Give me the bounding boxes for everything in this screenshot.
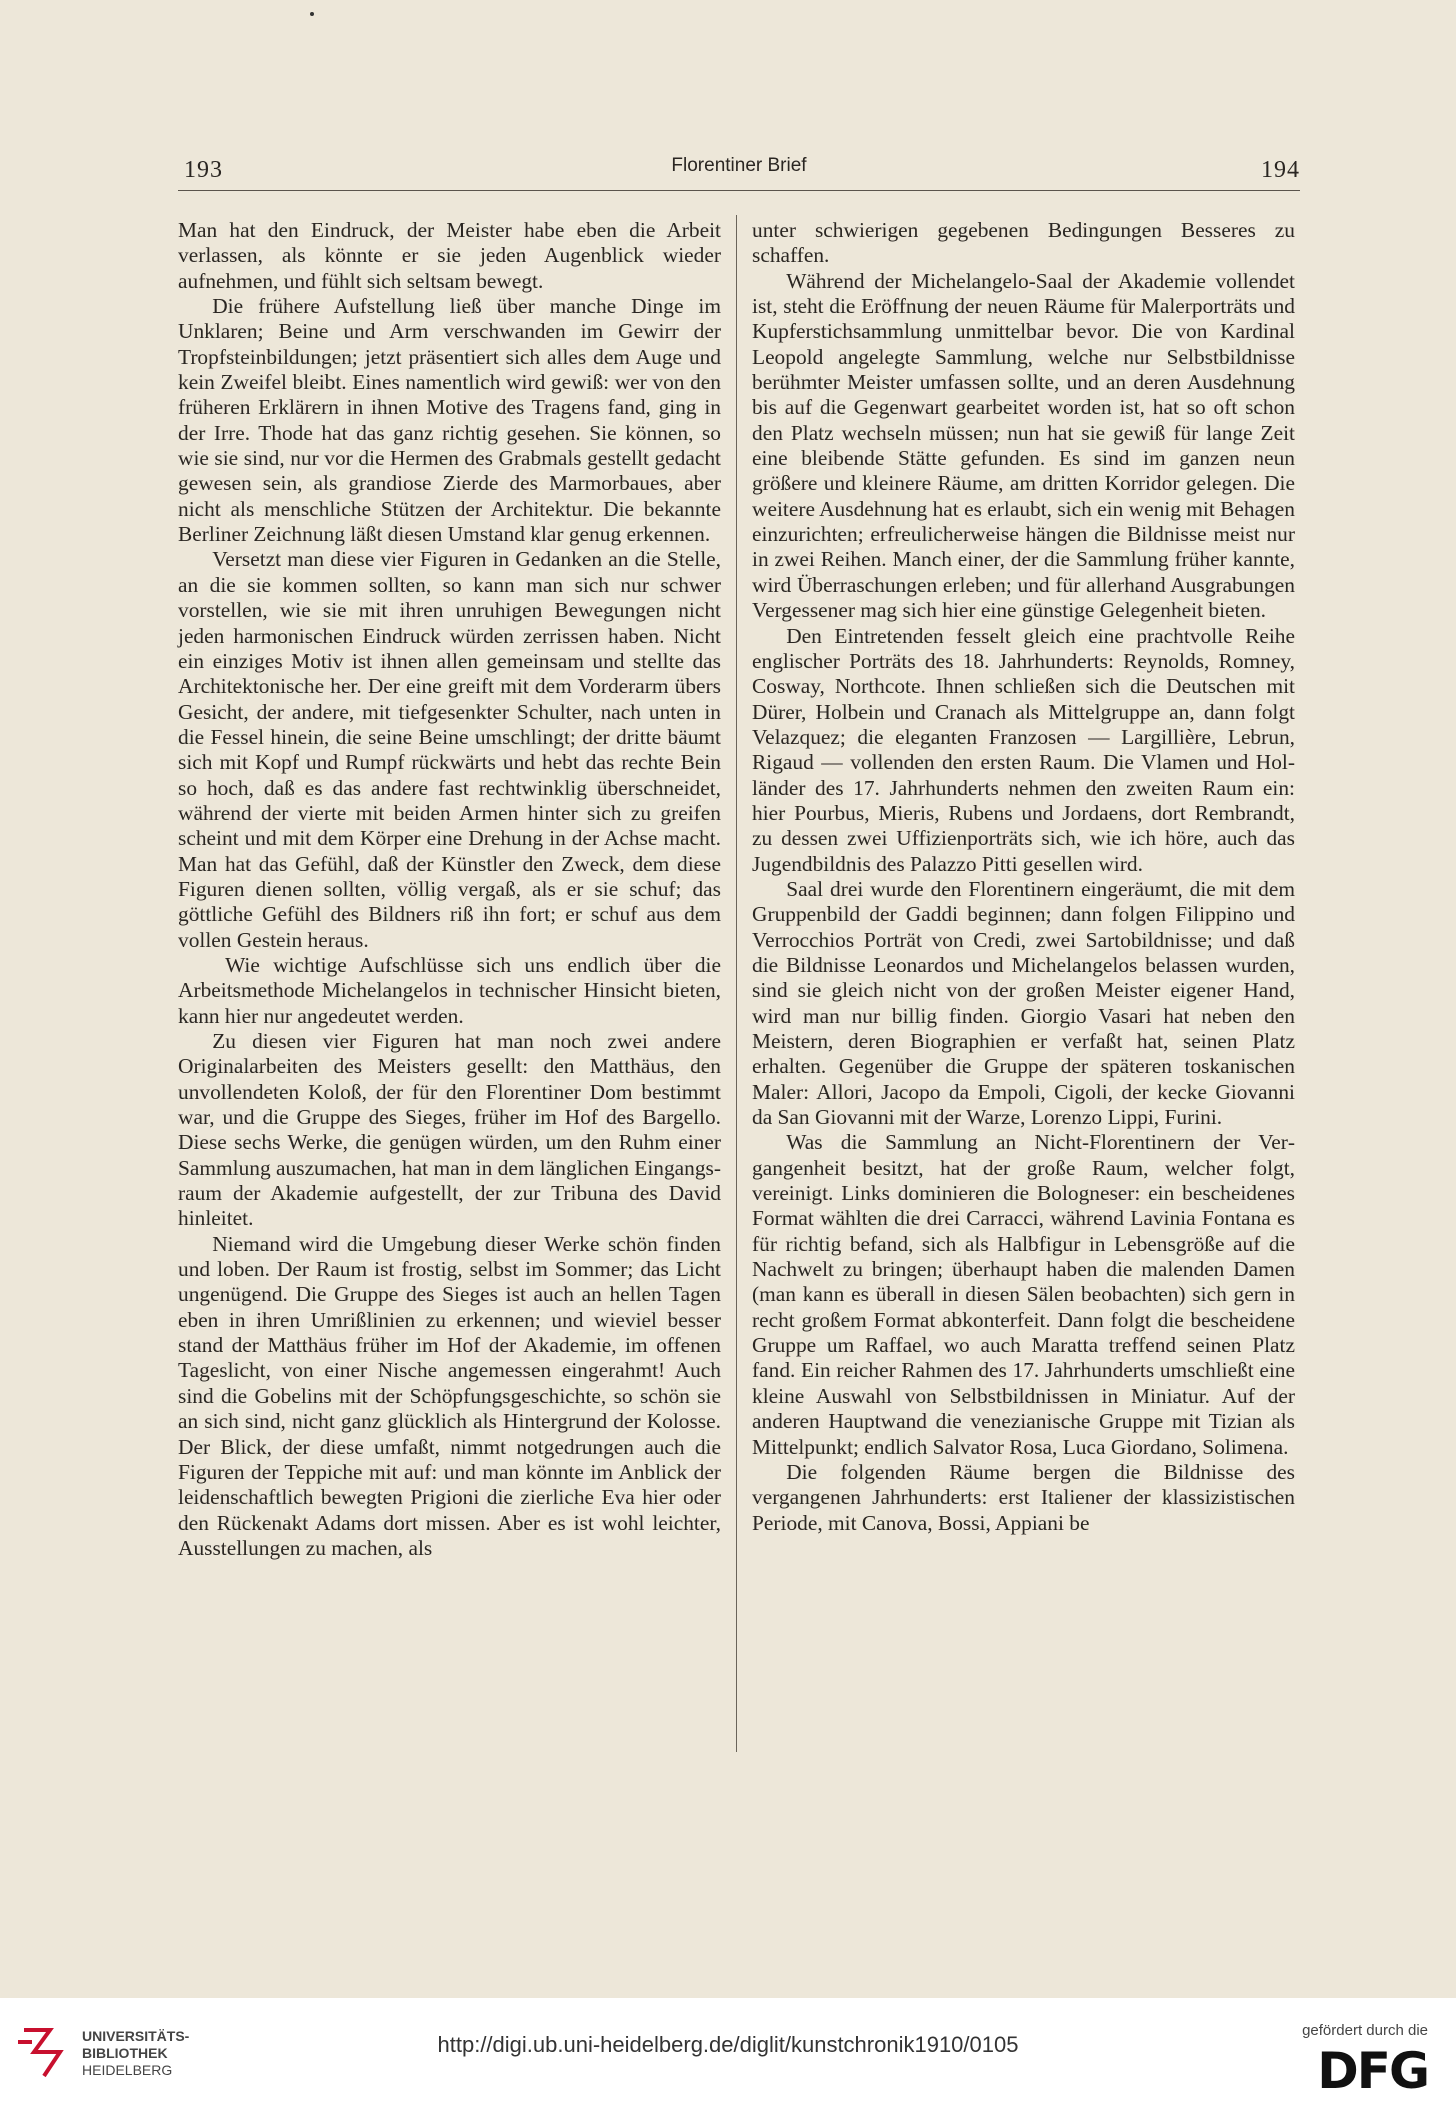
ink-speck bbox=[310, 12, 314, 16]
right-column bbox=[752, 218, 1295, 1536]
library-name-line: BIBLIOTHEK bbox=[82, 2045, 168, 2061]
library-name-line: HEIDELBERG bbox=[82, 2062, 173, 2078]
left-column bbox=[178, 218, 721, 1561]
paragraph: Die folgenden Räume bergen die Bildnisse des vergangenen Jahrhunderts: erst Italiener der klassizistischen Periode, mit Canova, Bossi, Appiani be bbox=[752, 1459, 1295, 1535]
paragraph: Was die Sammlung an Nicht-Florentinern der Vergangenheit besitzt, hat der große Raum, welcher folgt, vereinigt. Links dominieren die Bologneser: ein bescheidenes Format wählten die drei Carracci, während Lavinia Fontana es für richtig befand, sich als Halbfigur in Lebensgröße auf die Nachwelt zu bringen; überhaupt haben die malenden Damen (man kann es überall in diesen Sälen beobachten) sich gern in recht großem Format abkonterfeit. Dann folgt die bescheidene Gruppe um Raffael, wo auch Maratta treffend seinen Platz fand. Ein reicher Rahmen des 17. Jahrhunderts umschließt eine kleine Auswahl von Selbstbildnissen in Miniatur. Auf der anderen Hauptwand die venezianische Gruppe mit Tizian als Mittelpunkt; endlich Salvator Rosa, Luca Giordano, Solimena. bbox=[752, 1130, 1295, 1459]
paragraph: Saal drei wurde den Florentinern eingeräumt, die mit dem Gruppenbild der Gaddi beginnen; dann folgen Filippino und Verrocchios Porträt von Credi, zwei Sartobildnisse; und daß die Bildnisse Leonardos und Michelangelos belassen wurden, sind sie gleich nicht von der großen Meister eigener Hand, wird man nur billig finden. Giorgio Vasari hat neben den Meistern, deren Biographien er verfaßt hat, seinen Platz erhalten. Gegenüber die Gruppe der späteren toskanischen Maler: Allori, Jacopo da Empoli, Cigoli, der kecke Giovanni da San Giovanni mit der Warze, Lorenzo Lippi, Furini. bbox=[752, 876, 1295, 1130]
permalink-url[interactable]: http://digi.ub.uni-heidelberg.de/diglit/kunstchronik1910/0105 bbox=[437, 2032, 1019, 2057]
paragraph: Versetzt man diese vier Figuren in Gedanken an die Stelle, an die sie kommen sollten, so kann man sich nur schwer vorstellen, wie sie mit ihren unruhigen Bewegungen nicht jeden harmonischen Eindruck würden zerrissen haben. Nicht ein einziges Motiv ist ihnen allen gemeinsam und stellte das Architektonische her. Der eine greift mit dem Vorderarm übers Gesicht, der andere, mit tiefgesenkter Schulter, nach unten in die Fessel hinein, die seine Beine umschlingt; der dritte bäumt sich mit Kopf und Rumpf rückwärts und hebt das rechte Bein so hoch, daß es das andere fast rechtwinklig überschneidet, während der vierte mit beiden Armen hinter sich zu greifen scheint und mit dem Körper eine Drehung in der Achse macht. Man hat das Gefühl, daß der Künstler den Zweck, dem diese Figuren dienen sollten, völlig vergaß, als er sie schuf; das göttliche Gefühl des Bildners riß ihn fort; er schuf aus dem vollen Gestein heraus. bbox=[178, 547, 721, 952]
paragraph: Den Eintretenden fesselt gleich eine prachtvolle Reihe englischer Porträts des 18. Jahrhunderts: Reynolds, Romney, Cosway, Northcote. Ihnen schließen sich die Deutschen mit Dürer, Holbein und Cranach als Mittelgruppe an, dann folgt Velazquez; die eleganten Franzosen — Largillière, Lebrun, Rigaud — vollenden den ersten Raum. Die Vlamen und Holländer des 17. Jahrhunderts nehmen den zweiten Raum ein: hier Pourbus, Mieris, Rubens und Jordaens, dort Rembrandt, zu dessen zwei Uffizienporträts sich, wie ich höre, auch das Jugendbildnis des Palazzo Pitti gesellen wird. bbox=[752, 623, 1295, 876]
running-header bbox=[178, 155, 1300, 185]
paragraph: Man hat den Eindruck, der Meister habe eben die Arbeit verlassen, als könnte er sie jeden Augenblick wieder aufnehmen, und fühlt sich seltsam bewegt. bbox=[178, 218, 721, 293]
footer-bar bbox=[0, 1998, 1456, 2111]
library-name-line: UNIVERSITÄTS- bbox=[82, 2028, 190, 2044]
paragraph: Während der Michelangelo-Saal der Akademie vollendet ist, steht die Eröffnung der neuen Räume für Malerporträts und Kupferstichsammlung unmittelbar bevor. Die von Kardinal Leopold angelegte Sammlung, welche nur Selbstbildnisse berühmter Meister umfassen sollte, und an deren Ausdehnung bis auf die Gegenwart gearbeitet worden ist, hat so oft schon den Platz wechseln müssen; nun hat sie gewiß für lange Zeit eine bleibende Stätte gefunden. Es sind im ganzen neun größere und kleinere Räume, am dritten Korridor gelegen. Die weitere Ausdehnung hat es erlaubt, sich ein wenig mit Behagen einzurichten; erfreulicherweise hängen die Bildnisse meist nur in zwei Reihen. Manch einer, der die Sammlung früher kannte, wird Überraschungen erleben; und für allerhand Ausgrabungen Vergessener mag sich hier eine günstige Gelegenheit bieten. bbox=[752, 268, 1295, 623]
column-divider bbox=[736, 215, 737, 1752]
paragraph: unter schwierigen gegebenen Bedingungen Besseres zu schaffen. bbox=[752, 218, 1295, 268]
paragraph: Zu diesen vier Figuren hat man noch zwei andere Originalarbeiten des Meisters gesellt: den Matthäus, den unvollendeten Koloß, der für den Florentiner Dom bestimmt war, und die Gruppe des Sieges, früher im Hof des Bargello. Diese sechs Werke, die genügen würden, um den Ruhm einer Sammlung auszumachen, hat man in dem länglichen Eingangsraum der Akademie aufgestellt, der zur Tribuna des David hinleitet. bbox=[178, 1029, 721, 1231]
funded-by-label: gefördert durch die bbox=[1302, 2022, 1428, 2039]
header-title: Florentiner Brief bbox=[671, 155, 807, 176]
page-number-left: 193 bbox=[184, 157, 223, 183]
page-number-right: 194 bbox=[1261, 157, 1300, 183]
dfg-logo[interactable]: DFG bbox=[1317, 2042, 1428, 2100]
paragraph: Die frühere Aufstellung ließ über manche Dinge im Unklaren; Beine und Arm verschwanden im Gewirr der Tropfsteinbildungen; jetzt präsentiert sich alles dem Auge und kein Zweifel bleibt. Eines namentlich wird gewiß: wer von den früheren Erklärern in ihnen Motive des Tragens fand, ging in der Irre. Thode hat das ganz richtig gesehen. Sie können, so wie sie sind, nur vor die Hermen des Grabmals gestellt gedacht gewesen sein, als grandiose Zierde des Marmorbaues, aber nicht als menschliche Stützen der Architektur. Die bekannte Berliner Zeichnung läßt diesen Umstand klar genug erkennen. bbox=[178, 294, 721, 547]
header-rule bbox=[178, 190, 1300, 191]
paragraph: Niemand wird die Umgebung dieser Werke schön finden und loben. Der Raum ist frostig, selbst im Sommer; das Licht ungenügend. Die Gruppe des Sieges ist auch an hellen Tagen eben in ihren Umrißlinien zu erkennen; und wieviel besser stand der Matthäus früher im Hof der Akademie, im offenen Tageslicht, von einer Nische angemessen eingerahmt! Auch sind die Gobelins mit der Schöpfungsgeschichte, so schön sie an sich sind, nicht ganz glücklich als Hintergrund der Kolosse. Der Blick, der diese umfaßt, nimmt notgedrungen auch die Figuren der Teppiche mit auf: und man könnte im Anblick der leidenschaftlich bewegten Prigioni die zierliche Eva hier oder den Rückenakt Adams dort missen. Aber es ist wohl leichter, Ausstellungen zu machen, als bbox=[178, 1231, 721, 1560]
paragraph: Wie wichtige Aufschlüsse sich uns endlich über die Arbeitsmethode Michelangelos in technischer Hinsicht bieten, kann hier nur angedeutet werden. bbox=[178, 952, 721, 1028]
